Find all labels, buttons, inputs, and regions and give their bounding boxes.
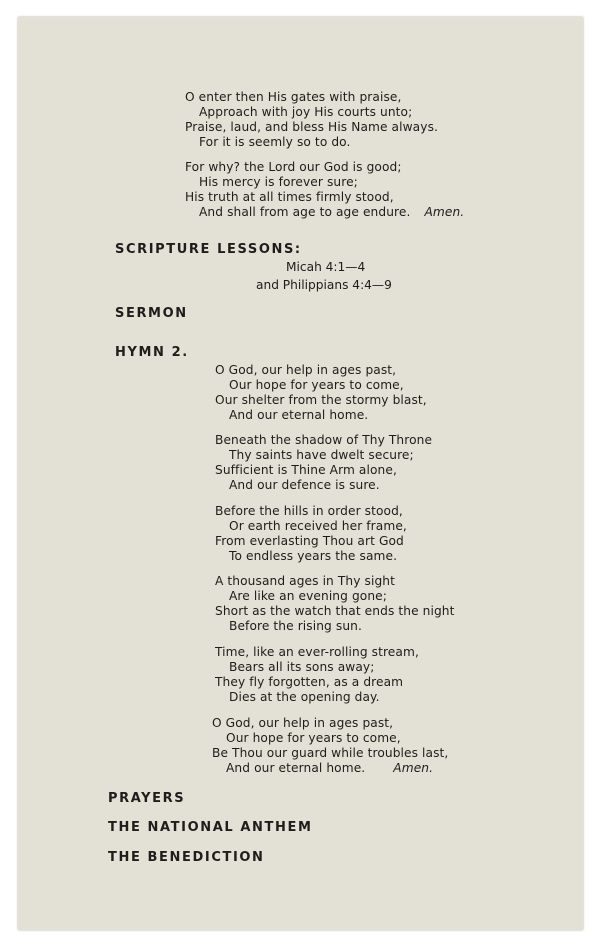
verse-line: Time, like an ever-rolling stream, [215, 645, 419, 659]
verse-line: Beneath the shadow of Thy Throne [215, 433, 433, 447]
verse-line: His truth at all times firmly stood, [185, 190, 394, 204]
hymn-verse-2 [215, 433, 432, 493]
scripture-lessons-heading: SCRIPTURE LESSONS: [115, 242, 302, 257]
sermon-heading: SERMON [115, 306, 188, 321]
verse-line: O God, our help in ages past, [215, 363, 397, 377]
scripture-reading-philippians: and Philippians 4:4—9 [256, 278, 392, 292]
verse-line: Are like an evening gone; [229, 589, 387, 603]
verse-line-text: And our eternal home. [226, 761, 366, 775]
verse-line: Before the rising sun. [229, 619, 362, 633]
verse-line: O God, our help in ages past, [212, 716, 394, 730]
verse-line: His mercy is forever sure; [199, 175, 358, 189]
verse-line: Or earth received her frame, [229, 519, 407, 533]
verse-line: Before the hills in order stood, [215, 504, 403, 518]
verse-line [185, 205, 464, 220]
verse-line: Sufficient is Thine Arm alone, [215, 463, 397, 477]
verse-line: And our defence is sure. [229, 478, 380, 492]
verse-line: They fly forgotten, as a dream [215, 675, 404, 689]
scripture-reading-micah: Micah 4:1—4 [286, 260, 366, 274]
verse-line: For it is seemly so to do. [199, 135, 351, 149]
amen-text: Amen. [393, 761, 434, 775]
verse-line: To endless years the same. [229, 549, 398, 563]
verse-line: Be Thou our guard while troubles last, [212, 746, 449, 760]
psalm-verse-2 [185, 160, 464, 220]
hymn-verse-1 [215, 363, 427, 423]
verse-line: Thy saints have dwelt secure; [229, 448, 414, 462]
benediction-heading: THE BENEDICTION [108, 850, 265, 865]
hymn-verse-3 [215, 504, 407, 564]
hymn-verse-5 [215, 645, 419, 705]
verse-line [212, 761, 448, 776]
hymn-verse-6 [212, 716, 448, 776]
hymn-verse-4 [215, 574, 455, 634]
prayers-heading: PRAYERS [108, 791, 186, 806]
verse-line: And our eternal home. [229, 408, 369, 422]
amen-text: Amen. [424, 205, 465, 219]
verse-line: For why? the Lord our God is good; [185, 160, 402, 174]
verse-line: A thousand ages in Thy sight [215, 574, 395, 588]
verse-line: Approach with joy His courts unto; [199, 105, 413, 119]
verse-line: Bears all its sons away; [229, 660, 375, 674]
verse-line: Our hope for years to come, [226, 731, 401, 745]
verse-line: O enter then His gates with praise, [185, 90, 402, 104]
verse-line: From everlasting Thou art God [215, 534, 404, 548]
national-anthem-heading: THE NATIONAL ANTHEM [108, 820, 313, 835]
verse-line: Our hope for years to come, [229, 378, 404, 392]
psalm-verse-1 [185, 90, 438, 150]
program-page [18, 17, 583, 930]
verse-line-text: And shall from age to age endure. [199, 205, 411, 219]
verse-line: Praise, laud, and bless His Name always. [185, 120, 438, 134]
verse-line: Dies at the opening day. [229, 690, 380, 704]
verse-line: Short as the watch that ends the night [215, 604, 455, 618]
hymn-heading: HYMN 2. [115, 345, 189, 360]
verse-line: Our shelter from the stormy blast, [215, 393, 427, 407]
